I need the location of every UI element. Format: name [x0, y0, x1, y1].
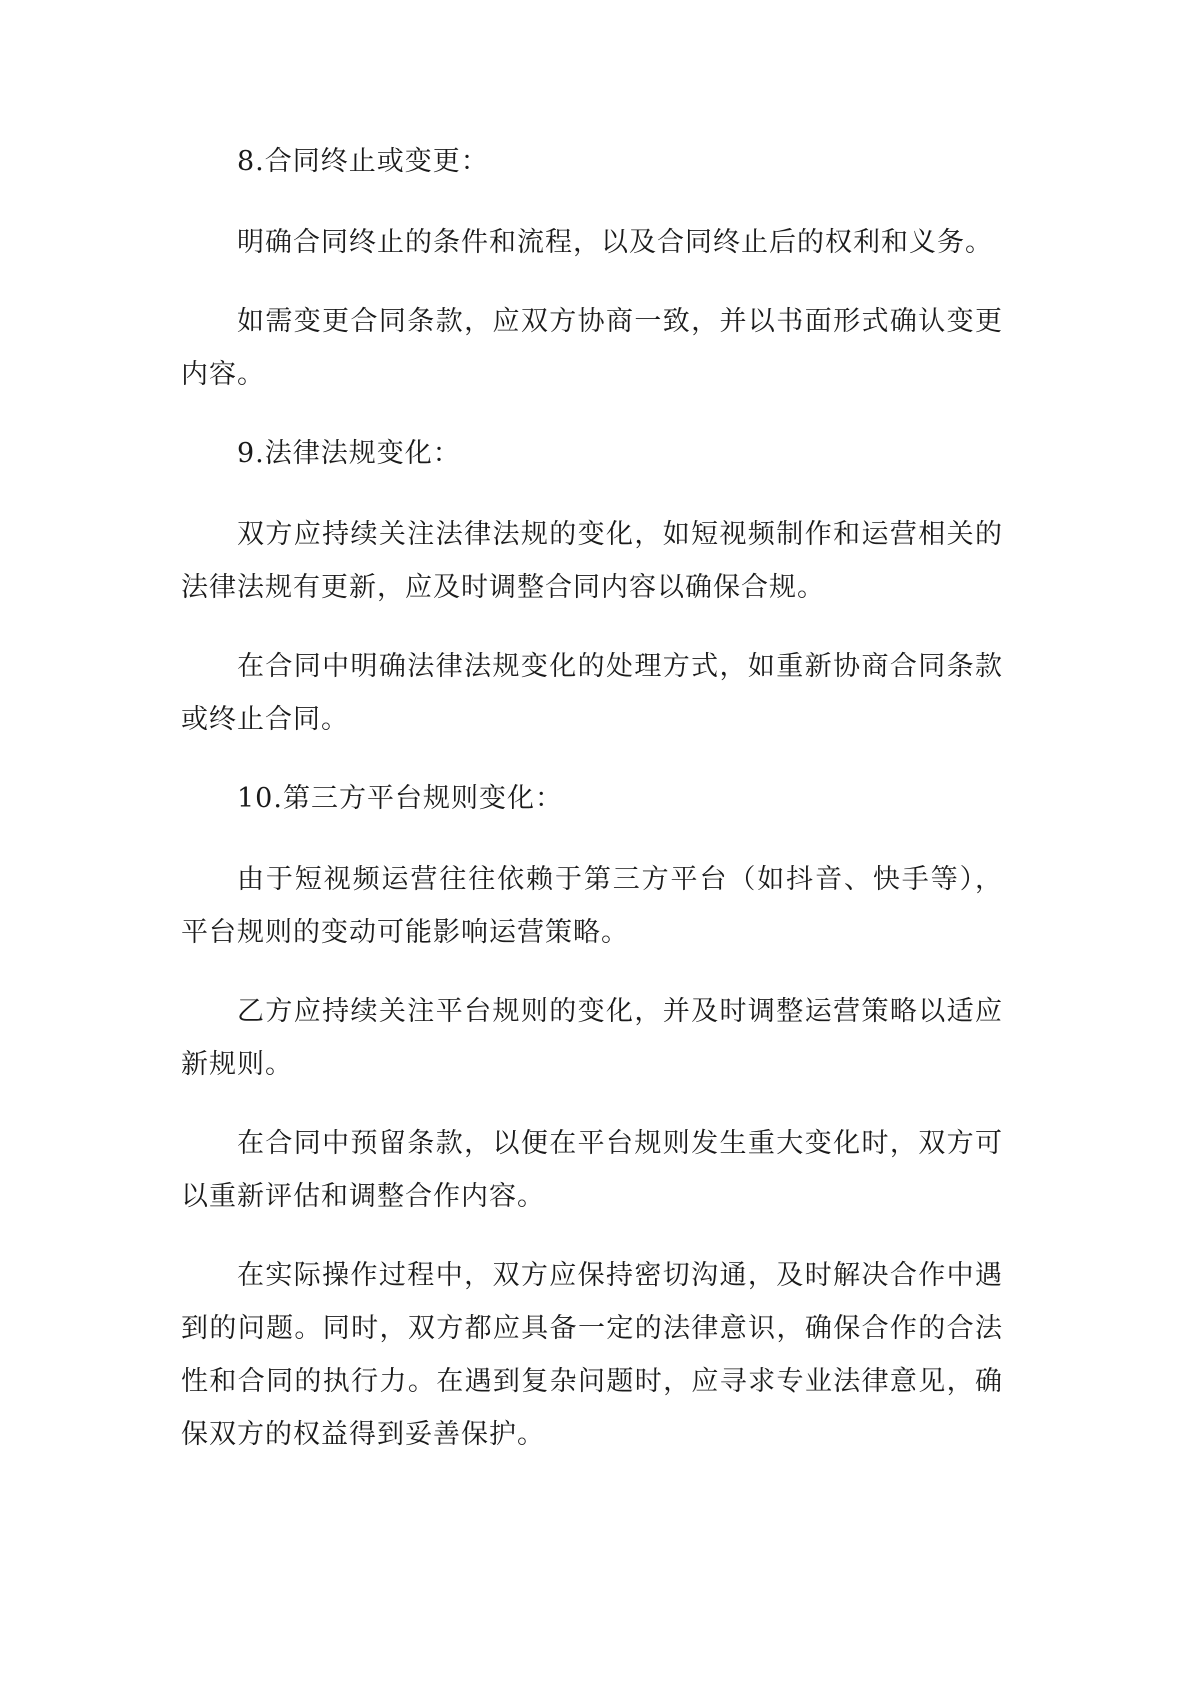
- paragraph-closing-note: 在实际操作过程中，双方应保持密切沟通，及时解决合作中遇到的问题。同时，双方都应具备一定的法律意识，确保合作的合法性和合同的执行力。在遇到复杂问题时，应寻求专业法律意见，确保双方的权益得到妥善保护。: [181, 1260, 1003, 1450]
- paragraph-law-handling: 在合同中明确法律法规变化的处理方式，如重新协商合同条款或终止合同。: [181, 651, 1003, 735]
- paragraph-contract-amendment: 如需变更合同条款，应双方协商一致，并以书面形式确认变更内容。: [181, 306, 1003, 390]
- document-body: [181, 135, 1003, 1487]
- paragraph-termination-conditions: 明确合同终止的条件和流程，以及合同终止后的权利和义务。: [237, 227, 993, 258]
- paragraph-reserved-clause: 在合同中预留条款，以便在平台规则发生重大变化时，双方可以重新评估和调整合作内容。: [181, 1128, 1003, 1212]
- section-heading-platform-rules: 10.第三方平台规则变化：: [237, 783, 563, 814]
- section-heading-termination: 8.合同终止或变更：: [237, 146, 489, 177]
- paragraph-platform-dependency: 由于短视频运营往往依赖于第三方平台（如抖音、快手等），平台规则的变动可能影响运营策略。: [181, 864, 1003, 948]
- paragraph-platform-monitoring: 乙方应持续关注平台规则的变化，并及时调整运营策略以适应新规则。: [181, 996, 1003, 1080]
- paragraph-law-monitoring: 双方应持续关注法律法规的变化，如短视频制作和运营相关的法律法规有更新，应及时调整合同内容以确保合规。: [181, 519, 1003, 603]
- section-heading-law-changes: 9.法律法规变化：: [237, 438, 461, 469]
